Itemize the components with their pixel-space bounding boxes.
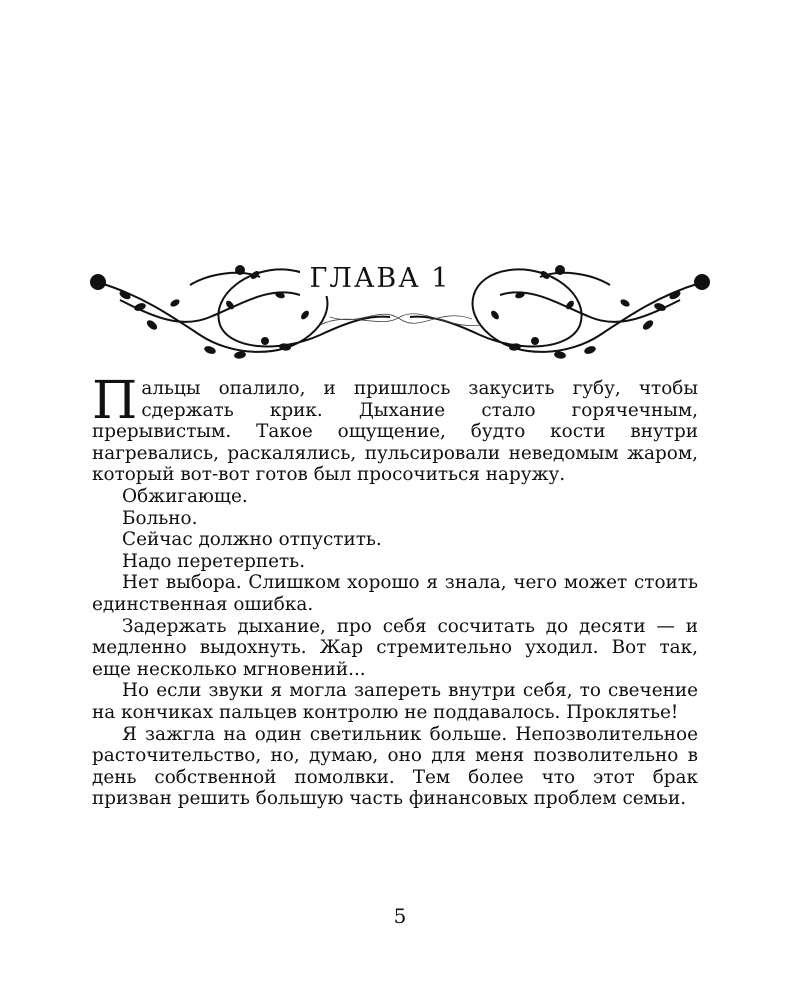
chapter-title: ГЛАВА 1 bbox=[300, 262, 460, 296]
paragraph: Сейчас должно отпустить. bbox=[122, 529, 382, 551]
paragraph: Обжигающе. bbox=[122, 485, 248, 507]
chapter-text bbox=[92, 371, 698, 810]
paragraph: Нет выбора. Слишком хорошо я знала, чего может стоить единственная ошибка. bbox=[92, 572, 698, 615]
drop-cap: П bbox=[92, 371, 138, 431]
paragraph: Но если звуки я могла запереть внутри себя, то свечение на кончиках пальцев контролю не поддавалось. Проклятье! bbox=[92, 680, 698, 723]
paragraph: Я зажгла на один светильник больше. Непозволительное расточительство, но, думаю, оно для меня позволительно в день собственной помолвки. Тем более что этот брак призван решить большую часть финансовых проблем семьи. bbox=[92, 723, 698, 810]
paragraph: Задержать дыхание, про себя сосчитать до десяти — и медленно выдохнуть. Жар стремительно уходил. Вот так, еще несколько мгновений... bbox=[92, 615, 698, 680]
paragraph-text: альцы опалило, и пришлось закусить губу, чтобы сдержать крик. Дыхание стало горячечным, прерывистым. Такое ощущение, будто кости внутри нагревались, раскалялись, пульсировали неведомым жаром, который вот-вот готов был просочиться наружу. bbox=[92, 378, 698, 486]
paragraph bbox=[92, 371, 698, 486]
paragraph: Надо перетерпеть. bbox=[122, 550, 306, 572]
paragraph: Больно. bbox=[122, 507, 198, 529]
page-number: 5 bbox=[393, 904, 407, 928]
